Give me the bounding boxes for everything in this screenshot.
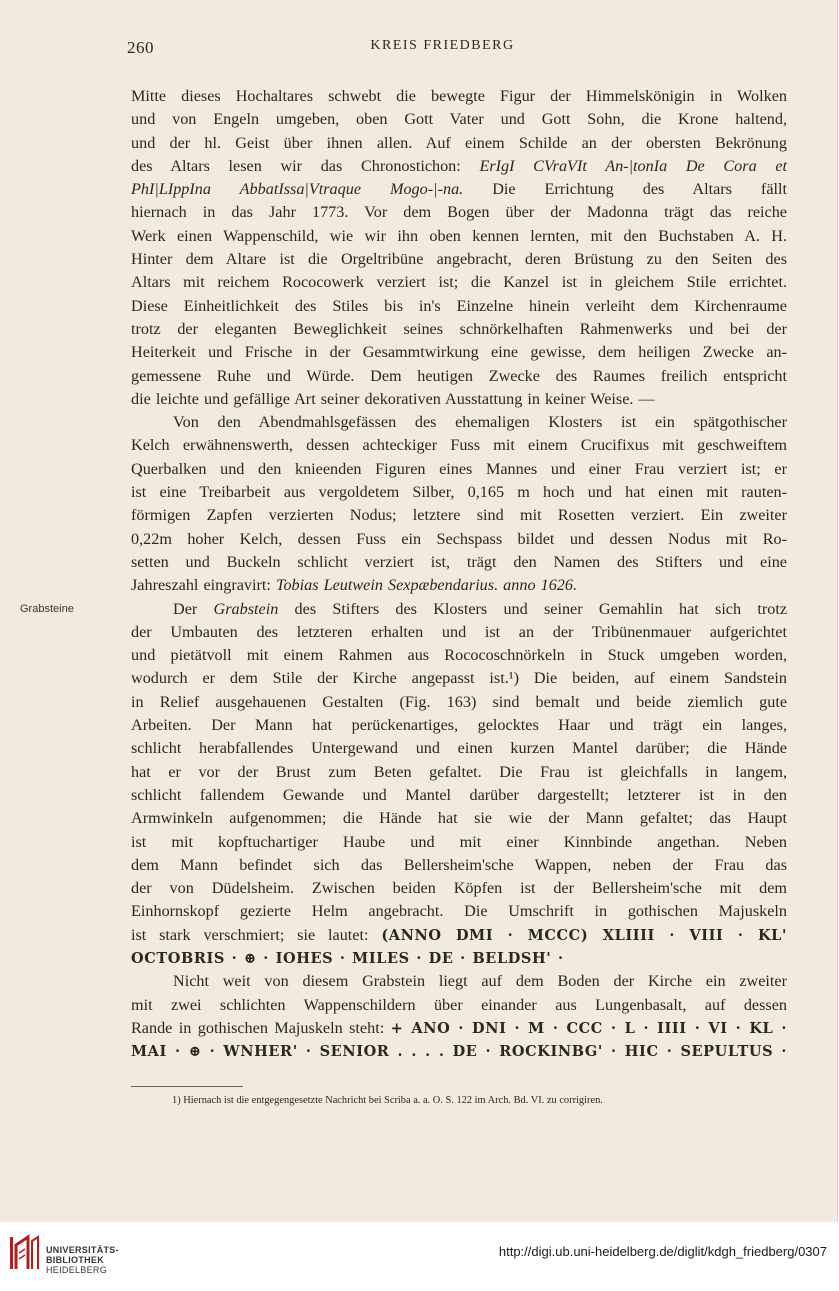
text-line: schlicht herabfallendes Untergewand und einen kurzen Mantel darüber; die Hände	[131, 739, 787, 758]
text-segment: Der	[173, 599, 198, 618]
page-number: 260	[127, 38, 154, 57]
text-line: hiernach in das Jahr 1773. Vor dem Bogen über der Madonna trägt das reiche	[131, 203, 787, 222]
text-line: wodurch er dem Stile der Kirche angepasst ist.¹) Die beiden, auf einem Sandstein	[131, 669, 787, 688]
text-line: hat er vor der Brust zum Beten gefaltet. Die Frau ist gleichfalls in langem,	[131, 762, 787, 781]
gothic-inscription: OCTOBRIS · ⊕ · IOHES · MILES · DE · BELDSH' ·	[131, 949, 564, 967]
text-line: mit zwei schlichten Wappenschildern über einander aus Lungenbasalt, auf dessen	[131, 995, 787, 1014]
text-line	[131, 924, 787, 947]
footnote-divider	[131, 1086, 243, 1087]
text-segment: des Altars lesen wir das Chronostichon:	[131, 156, 461, 175]
text-segment: Rande in gothischen Majuskeln steht:	[131, 1018, 385, 1037]
text-line	[131, 178, 787, 201]
chronostichon: PhI|LIppIna AbbatIssa|Vtraque Mogo-|-na.	[131, 180, 464, 199]
text-line: Diese Einheitlichkeit des Stiles bis in's Einzelne hinein verleiht dem Kirchenraume	[131, 296, 787, 315]
text-line: schlicht fallendem Gewande und Mantel darüber dargestellt; letzterer ist in den	[131, 785, 787, 804]
text-line: 0,22m hoher Kelch, dessen Fuss ein Sechspass bildet und dessen Nodus mit Ro-	[131, 529, 787, 548]
keyword-grabstein: Grabstein	[213, 599, 279, 618]
text-segment: Jahreszahl eingravirt:	[131, 576, 271, 595]
footnote: 1) Hiernach ist die entgegengesetzte Nachricht bei Scriba a. a. O. S. 122 im Arch. Bd. VI. zu corrigiren.	[172, 1095, 603, 1106]
text-line: Hinter dem Altare ist die Orgeltribüne angebracht, deren Brüstung zu den Seiten des	[131, 250, 787, 269]
text-line: Querbalken und den knieenden Figuren eines Mannes und einer Frau verziert ist; er	[131, 459, 787, 478]
text-line: Werk einen Wappenschild, wie wir ihn oben kennen lernten, mit den Buchstaben A. H.	[131, 226, 787, 245]
text-line: Mitte dieses Hochaltares schwebt die bewegte Figur der Himmelskönigin in Wolken	[131, 87, 787, 105]
text-line: Von den Abendmahlsgefässen des ehemaligen Klosters ist ein spätgothischer	[173, 413, 787, 432]
chronostichon: ErIgI CVraVIt An-|tonIa De Cora et	[479, 156, 788, 175]
text-line: ist mit kopftuchartiger Haube und mit einer Kinnbinde angethan. Neben	[131, 832, 787, 851]
body-text	[131, 85, 787, 1063]
text-line: trotz der eleganten Beweglichkeit seines schnörkelhaften Rahmenwerks und bei der	[131, 319, 787, 338]
text-line: Armwinkeln aufgenommen; die Hände hat sie wie der Mann gefaltet; das Haupt	[131, 809, 787, 828]
gothic-inscription: + ANO · DNI · M · CCC · L · IIII · VI · KL ·	[390, 1019, 788, 1037]
chalice-inscription: Tobias Leutwein Sexpæbendarius. anno 1626.	[275, 576, 578, 595]
library-name-line: HEIDELBERG	[46, 1265, 108, 1275]
text-line: Kelch erwähnenswerth, dessen achteckiger Fuss mit einem Crucifixus mit geschweiftem	[131, 436, 787, 455]
text-line: Einhornskopf gezierte Helm angebracht. Die Umschrift in gothischen Majuskeln	[131, 902, 787, 921]
text-line: und pietätvoll mit einem Rahmen aus Rococoschnörkeln in Stuck umgeben worden,	[131, 646, 787, 665]
text-line	[131, 155, 787, 178]
text-line: Arbeiten. Der Mann hat perückenartiges, gelocktes Haar und trägt ein langes,	[131, 716, 787, 735]
text-line: dem Mann befindet sich das Bellersheim'sche Wappen, neben der Frau das	[131, 855, 787, 874]
text-line: förmigen Zapfen verzierten Nodus; letztere sind mit Rosetten verziert. Ein zweiter	[131, 506, 787, 525]
margin-note: Grabsteine	[20, 603, 74, 615]
text-line: ist eine Treibarbeit aus vergoldetem Silber, 0,165 m hoch und hat einen mit rauten-	[131, 483, 787, 502]
text-line: gemessene Ruhe und Würde. Dem heutigen Zwecke des Raumes freilich entspricht	[131, 366, 787, 385]
text-segment: des Stifters des Klosters und seiner Gemahlin hat sich trotz	[294, 599, 788, 618]
text-line: in Relief ausgehauenen Gestalten (Fig. 163) sind bemalt und beide ziemlich gute	[131, 692, 787, 711]
text-line	[131, 1017, 787, 1040]
text-segment: Die Errichtung des Altars fällt	[492, 180, 787, 199]
text-line: der Umbauten des letzteren erhalten und ist an der Tribünenmauer aufgerichtet	[131, 622, 787, 641]
gothic-inscription: (ANNO DMI · MCCC) XLIIII · VIII · KL'	[381, 926, 787, 944]
library-name-line: UNIVERSITÄTS-	[46, 1245, 119, 1255]
gothic-inscription: MAI · ⊕ · WNHER' · SENIOR . . . . DE · ROCKINBG' · HIC · SEPULTUS ·	[131, 1043, 787, 1061]
university-library-logo-icon[interactable]	[8, 1233, 40, 1273]
text-line: und von Engeln umgeben, oben Gott Vater und Gott Sohn, die Krone haltend,	[131, 110, 787, 129]
text-line: Heiterkeit und Frische in der Gesammtwirkung eine gewisse, dem heiligen Zwecke an-	[131, 343, 787, 362]
text-line: setten und Buckeln schlicht verziert ist, trägt den Namen des Stifters und eine	[131, 552, 787, 571]
text-line: Altars mit reichem Rococowerk verziert ist; die Kanzel ist in gleichem Stile errichtet.	[131, 273, 787, 292]
text-line: und der hl. Geist über ihnen allen. Auf einem Schilde an der obersten Bekrönung	[131, 133, 787, 152]
text-line: Nicht weit von diesem Grabstein liegt auf dem Boden der Kirche ein zweiter	[173, 972, 787, 991]
library-name-line: BIBLIOTHEK	[46, 1255, 104, 1265]
text-line: die leichte und gefällige Art seiner dekorativen Ausstattung in keiner Weise. —	[131, 389, 655, 408]
source-url-link[interactable]: http://digi.ub.uni-heidelberg.de/diglit/kdgh_friedberg/0307	[498, 1244, 827, 1259]
text-line	[131, 598, 787, 621]
text-line	[131, 574, 787, 597]
library-name	[46, 1245, 119, 1275]
running-title-text: KREIS FRIEDBERG	[370, 38, 515, 53]
text-line: der von Düdelsheim. Zwischen beiden Köpfen ist der Bellersheim'sche mit dem	[131, 879, 787, 898]
text-segment: ist stark verschmiert; sie lautet:	[131, 925, 369, 944]
running-title	[0, 38, 839, 54]
